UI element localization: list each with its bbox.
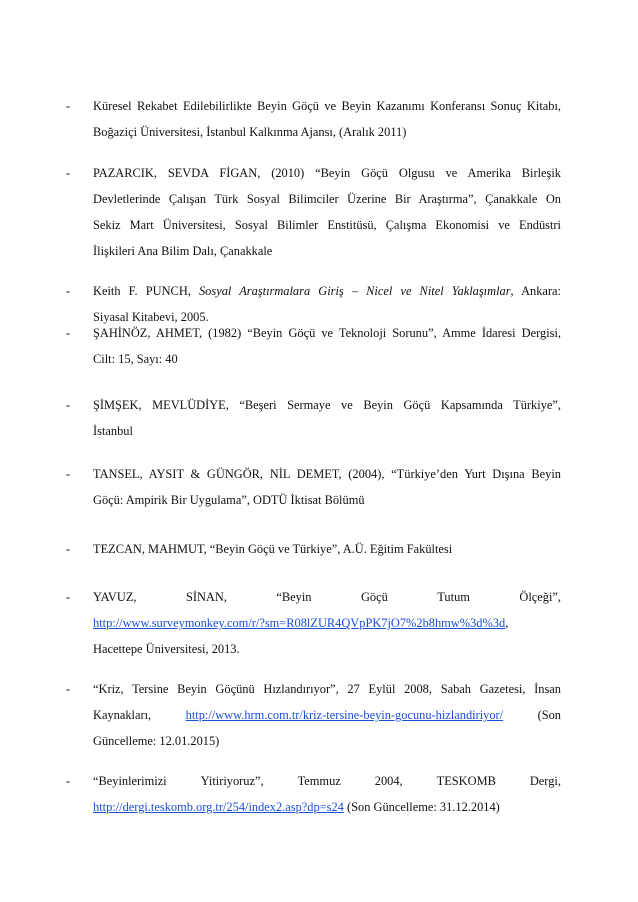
reference-text [93,461,561,513]
reference-text [93,320,561,372]
reference-word: YAVUZ, [93,590,137,604]
reference-word: (Son [537,708,561,722]
list-dash: - [66,467,71,481]
reference-word: Yitiriyoruz”, [200,774,264,788]
reference-text [93,392,561,444]
reference-line: İstanbul [93,424,133,438]
reference-line [93,794,561,820]
reference-word: “Beyin [276,590,312,604]
reference-line: TEZCAN, MAHMUT, “Beyin Göçü ve Türkiye”, A.Ü. Eğitim Fakültesi [93,542,453,556]
reference-line: PAZARCIK, SEVDA FİGAN, (2010) “Beyin Göçü Olgusu ve Amerika Birleşik [93,166,561,180]
reference-line [93,768,561,794]
reference-line: İlişkileri Ana Bilim Dalı, Çanakkale [93,244,273,258]
reference-word: Göçü [360,590,388,604]
reference-word: “Beyinlerimizi [93,774,167,788]
reference-line [93,584,561,610]
reference-link[interactable]: http://www.hrm.com.tr/kriz-tersine-beyin-gocunu-hizlandiriyor/ [185,708,504,722]
reference-text [93,536,561,562]
list-dash: - [66,284,71,298]
list-dash: - [66,590,71,604]
reference-text [93,93,561,145]
reference-line: TANSEL, AYSIT & GÜNGÖR, NİL DEMET, (2004), “Türkiye’den Yurt Dışına Beyin [93,467,561,481]
list-dash: - [66,166,71,180]
reference-line: Boğaziçi Üniversitesi, İstanbul Kalkınma Ajansı, (Aralık 2011) [93,125,407,139]
reference-text [93,768,561,820]
reference-word: SİNAN, [185,590,227,604]
reference-text [93,160,561,264]
reference-line: Sekiz Mart Üniversitesi, Sosyal Bilimler Enstitüsü, Çalışma Ekonomisi ve Endüstri [93,218,561,232]
reference-line [93,702,561,728]
reference-word: Tutum [437,590,470,604]
list-dash: - [66,99,71,113]
list-dash: - [66,326,71,340]
reference-line [93,610,561,636]
reference-line: ŞİMŞEK, MEVLÜDİYE, “Beşeri Sermaye ve Beyin Göçü Kapsamında Türkiye”, [93,398,561,412]
reference-line: Küresel Rekabet Edilebilirlikte Beyin Göçü ve Beyin Kazanımı Konferansı Sonuç Kitabı, [93,99,561,113]
reference-word: 2004, [374,774,403,788]
reference-link-suffix: (Son Güncelleme: 31.12.2014) [343,800,500,814]
reference-word: Ölçeği”, [519,590,561,604]
reference-link[interactable]: http://dergi.teskomb.org.tr/254/index2.asp?dp=s24 [93,800,344,814]
list-dash: - [66,542,71,556]
reference-line [93,278,561,304]
reference-line: Hacettepe Üniversitesi, 2013. [93,642,240,656]
list-dash: - [66,398,71,412]
list-dash: - [66,682,71,696]
reference-line: Siyasal Kitabevi, 2005. [93,310,209,324]
reference-line: Göçü: Ampirik Bir Uygulama”, ODTÜ İktisat Bölümü [93,493,365,507]
reference-link-suffix: , [505,616,509,630]
reference-word: TESKOMB [436,774,496,788]
reference-publisher: , Ankara: [510,284,561,298]
reference-text [93,676,561,754]
reference-author: Keith F. PUNCH, [93,284,191,298]
reference-line: Cilt: 15, Sayı: 40 [93,352,178,366]
reference-line: Devletlerinde Çalışan Türk Sosyal Bilimciler Üzerine Bir Araştırma”, Çanakkale On [93,192,561,206]
reference-link[interactable]: http://www.surveymonkey.com/r/?sm=R08lZUR4QVpPK7jO7%2b8hmw%3d%3d [93,616,506,630]
reference-text [93,584,561,662]
reference-line: Güncelleme: 12.01.2015) [93,734,220,748]
reference-line: “Kriz, Tersine Beyin Göçünü Hızlandırıyor”, 27 Eylül 2008, Sabah Gazetesi, İnsan [93,682,561,696]
reference-line: ŞAHİNÖZ, AHMET, (1982) “Beyin Göçü ve Teknoloji Sorunu”, Amme İdaresi Dergisi, [93,326,561,340]
reference-title: Sosyal Araştırmalara Giriş – Nicel ve Nitel Yaklaşımlar [198,284,511,298]
reference-word: Kaynakları, [93,708,152,722]
list-dash: - [66,774,71,788]
reference-word: Dergi, [529,774,561,788]
reference-word: Temmuz [297,774,341,788]
